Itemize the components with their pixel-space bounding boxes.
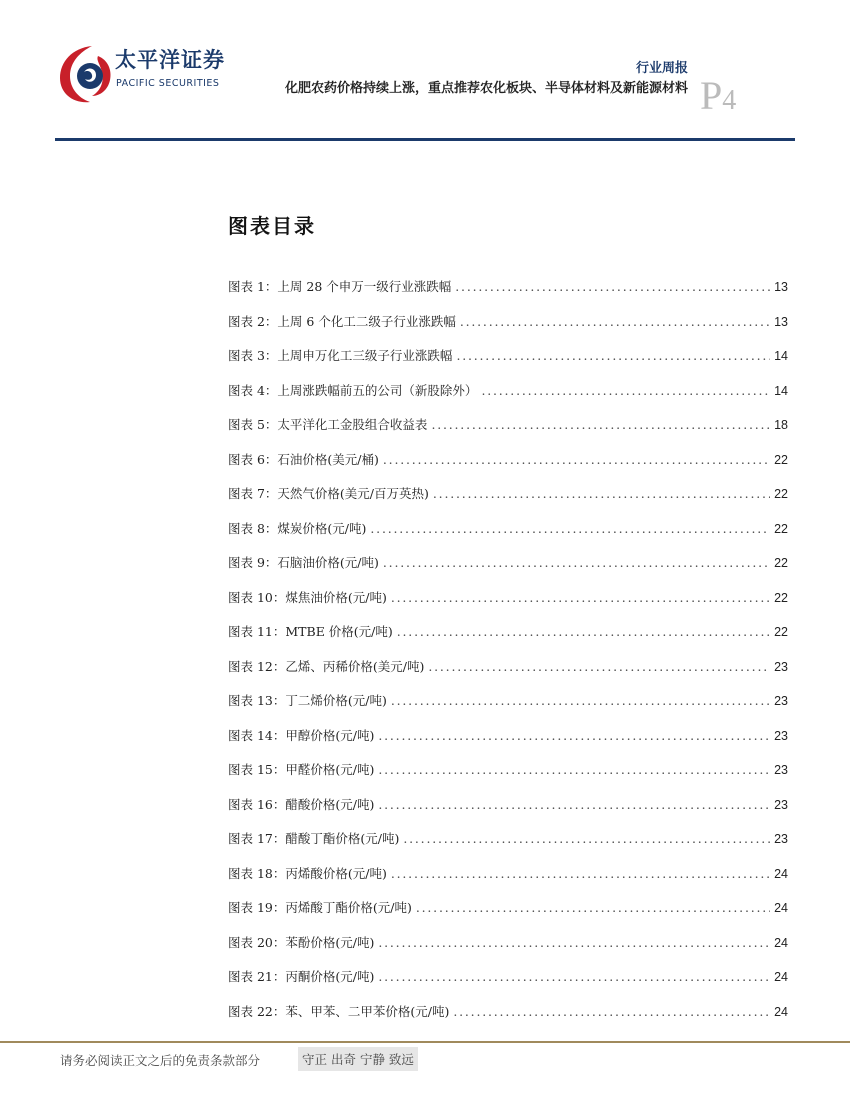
toc-entry[interactable] [228,795,788,830]
report-category: 行业周报 [635,61,688,76]
toc-dot-leader [383,555,770,570]
toc-entry-label: 图表 5：太平洋化工金股组合收益表 [228,417,428,432]
toc-dot-leader [370,521,770,536]
toc-entry[interactable] [228,657,788,692]
toc-entry-label: 图表 8：煤炭价格(元/吨) [228,520,367,536]
toc-entry-label: 图表 4：上周涨跌幅前五的公司（新股除外） [228,382,478,398]
toc-entry[interactable] [228,484,788,519]
toc-dot-leader [391,693,770,708]
toc-entry[interactable] [228,346,788,381]
toc-entry-label: 图表 20：苯酚价格(元/吨) [228,934,375,950]
report-title: 化肥农药价格持续上涨，重点推荐农化板块、半导体材料及新能源材料 [284,81,688,96]
toc-entry[interactable] [228,415,788,450]
toc-entry[interactable] [228,726,788,761]
toc-entry[interactable] [228,864,788,899]
toc-entry-label: 图表 21：丙酮价格(元/吨) [228,969,375,984]
toc-entry-page: 24 [774,935,788,950]
toc-dot-leader [378,969,770,984]
company-logo [58,42,248,108]
toc-dot-leader [416,900,770,915]
header-divider [55,138,795,141]
toc-entry[interactable] [228,381,788,416]
toc-entry-label: 图表 3：上周申万化工三级子行业涨跌幅 [228,348,453,363]
toc-entry-page: 24 [774,866,788,881]
toc-entry-label: 图表 22：苯、甲苯、二甲苯价格(元/吨) [228,1003,450,1019]
toc-dot-leader [460,314,770,329]
toc-entry[interactable] [228,1002,788,1037]
logo-emblem-icon [58,42,114,106]
toc-dot-leader [428,659,770,674]
toc-entry-page: 22 [774,556,788,570]
toc-entry[interactable] [228,553,788,588]
toc-entry-label: 图表 9：石脑油价格(元/吨) [228,555,379,570]
toc-entry-label: 图表 11：MTBE 价格(元/吨) [228,624,393,639]
toc-entry[interactable] [228,622,788,657]
toc-entry[interactable] [228,277,788,312]
toc-entry-page: 22 [774,521,788,536]
toc-entry-page: 22 [774,487,788,501]
toc-entry-page: 23 [774,797,788,812]
toc-entry[interactable] [228,312,788,347]
toc-entry-label: 图表 13：丁二烯价格(元/吨) [228,693,387,708]
toc-dot-leader [378,935,770,950]
toc-entry-label: 图表 17：醋酸丁酯价格(元/吨) [228,831,400,846]
toc-dot-leader [456,348,770,363]
toc-entry-label: 图表 1：上周 28 个申万一级行业涨跌幅 [228,279,452,294]
toc-entry-page: 23 [774,694,788,708]
page-digit: 4 [722,85,737,116]
toc-dot-leader [403,831,770,846]
toc-entry-page: 22 [774,625,788,639]
toc-dot-leader [378,797,770,812]
page-letter: P [700,73,723,118]
toc-entry-page: 22 [774,452,788,467]
toc-dot-leader [397,624,770,639]
toc-entry-page: 24 [774,1004,788,1019]
toc-entry[interactable] [228,967,788,1002]
toc-entry[interactable] [228,898,788,933]
toc-entry-label: 图表 6：石油价格(美元/桶) [228,451,379,467]
toc-entry-label: 图表 14：甲醇价格(元/吨) [228,727,375,743]
logo-text-en: PACIFIC SECURITIES [116,78,220,89]
toc-dot-leader [378,728,770,743]
footer-divider [0,1041,850,1043]
toc-entry-page: 13 [774,314,788,329]
toc-entry-page: 23 [774,763,788,777]
toc-entry-page: 18 [774,418,788,432]
toc-entry[interactable] [228,450,788,485]
toc-entry-page: 13 [774,280,788,294]
toc-entry-page: 24 [774,901,788,915]
toc-entry-label: 图表 10：煤焦油价格(元/吨) [228,589,387,605]
footer-disclaimer: 请务必阅读正文之后的免责条款部分 [60,1053,261,1068]
toc-dot-leader [383,452,770,467]
toc-entry-page: 14 [774,383,788,398]
toc-dot-leader [481,383,770,398]
toc-entry-page: 23 [774,659,788,674]
toc-entry-label: 图表 19：丙烯酸丁酯价格(元/吨) [228,900,412,915]
toc-list [228,277,788,1036]
toc-entry-label: 图表 18：丙烯酸价格(元/吨) [228,865,387,881]
toc-entry-page: 23 [774,832,788,846]
toc-entry-label: 图表 2：上周 6 个化工二级子行业涨跌幅 [228,313,456,329]
toc-entry-page: 22 [774,590,788,605]
toc-dot-leader [378,762,770,777]
toc-entry[interactable] [228,933,788,968]
toc-dot-leader [391,590,770,605]
footer-motto: 守正 出奇 宁静 致远 [298,1047,418,1071]
toc-entry-label: 图表 15：甲醛价格(元/吨) [228,762,375,777]
toc-dot-leader [391,866,770,881]
toc-entry-label: 图表 16：醋酸价格(元/吨) [228,796,375,812]
toc-dot-leader [453,1004,770,1019]
toc-entry-label: 图表 7：天然气价格(美元/百万英热) [228,486,429,501]
logo-text-cn: 太平洋证券 [115,48,225,72]
toc-entry[interactable] [228,691,788,726]
toc-entry[interactable] [228,519,788,554]
toc-title: 图表目录 [228,214,316,238]
toc-entry-label: 图表 12：乙烯、丙稀价格(美元/吨) [228,658,425,674]
toc-dot-leader [431,417,770,432]
toc-entry[interactable] [228,829,788,864]
toc-entry[interactable] [228,588,788,623]
page-number [700,73,737,118]
toc-entry-page: 23 [774,728,788,743]
toc-entry[interactable] [228,760,788,795]
toc-dot-leader [433,486,770,501]
toc-entry-page: 24 [774,970,788,984]
toc-entry-page: 14 [774,349,788,363]
toc-dot-leader [455,279,770,294]
